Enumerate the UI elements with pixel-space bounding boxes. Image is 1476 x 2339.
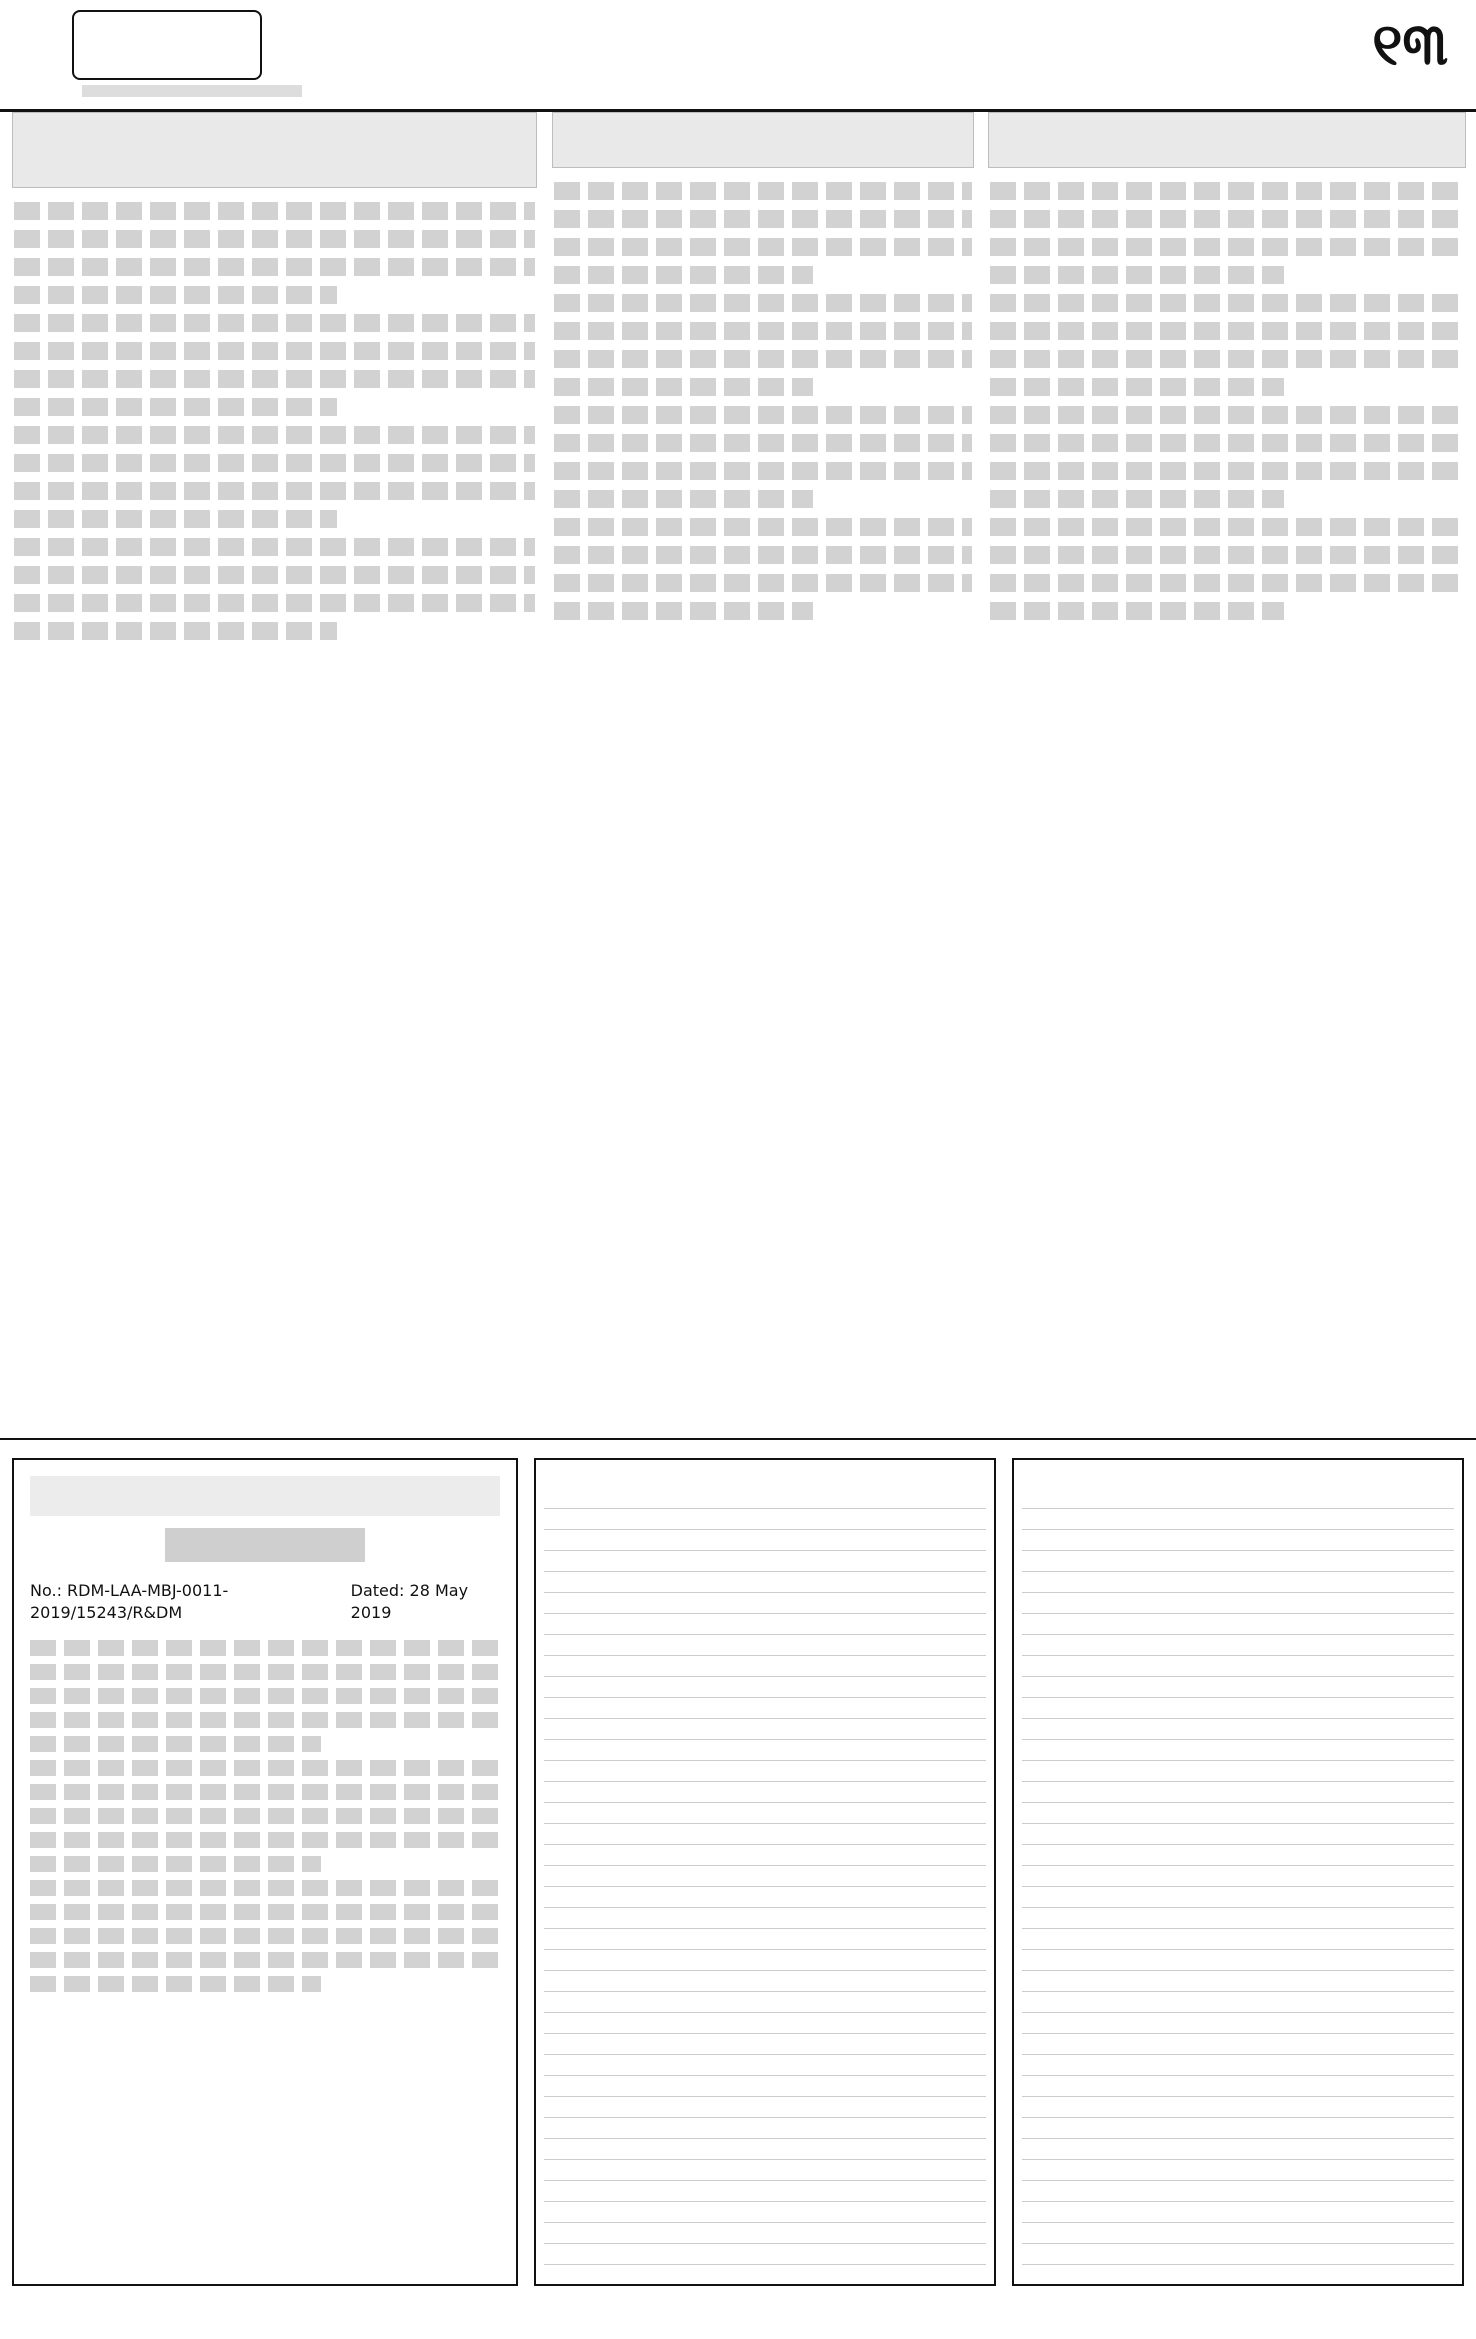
masthead bbox=[0, 0, 1476, 112]
news-article-right bbox=[988, 112, 1466, 1438]
land-record-table-right bbox=[1012, 1458, 1464, 2286]
news-section bbox=[0, 112, 1476, 1440]
article-headline-placeholder bbox=[12, 112, 537, 188]
article-text-placeholder bbox=[988, 182, 1466, 620]
article-headline-placeholder bbox=[988, 112, 1466, 168]
notification-title-placeholder bbox=[30, 1476, 500, 1516]
article-text-placeholder bbox=[12, 202, 537, 640]
table-body-placeholder bbox=[1022, 1488, 1454, 2276]
government-notification bbox=[12, 1458, 518, 2286]
newspaper-logo bbox=[72, 10, 262, 80]
article-headline-placeholder bbox=[552, 112, 974, 168]
notification-subtitle-placeholder bbox=[165, 1528, 365, 1562]
notification-number: No.: RDM-LAA-MBJ-0011-2019/15243/R&DM bbox=[30, 1581, 229, 1622]
page-number: ୧୩ bbox=[1372, 10, 1448, 78]
masthead-subtitle-placeholder bbox=[82, 85, 302, 97]
notification-meta bbox=[30, 1580, 500, 1624]
news-article-middle bbox=[552, 112, 974, 1438]
article-text-placeholder bbox=[552, 182, 974, 620]
notification-text-placeholder bbox=[30, 1640, 500, 1992]
land-record-table-left bbox=[534, 1458, 996, 2286]
table-body-placeholder bbox=[544, 1488, 986, 2276]
news-article-left bbox=[12, 112, 537, 1438]
notification-date: Dated: 28 May 2019 bbox=[350, 1581, 469, 1622]
